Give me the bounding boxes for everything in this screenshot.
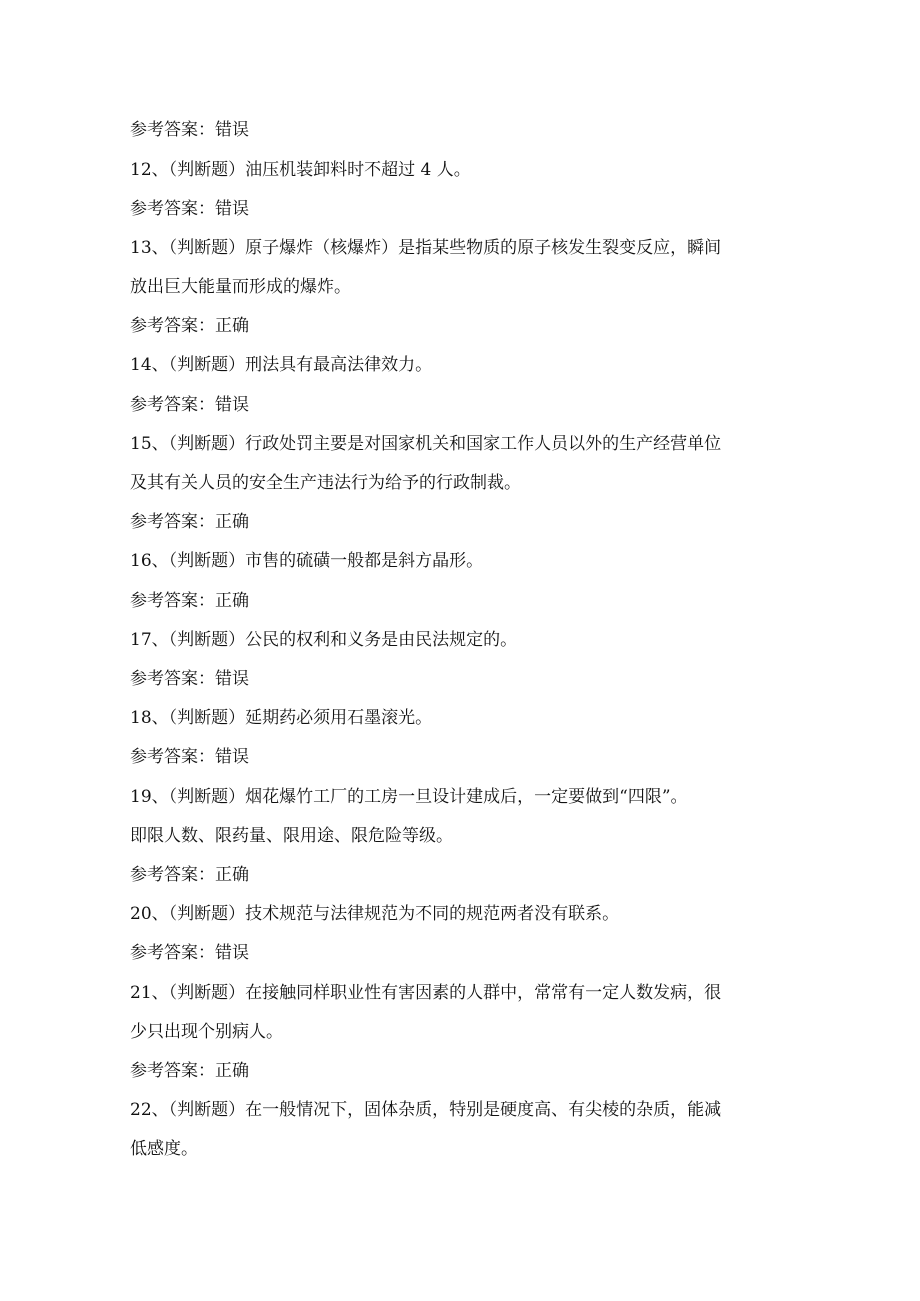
answer-line: 参考答案：错误 — [130, 943, 249, 963]
answer-line: 参考答案：错误 — [130, 669, 249, 689]
question-19: 19、（判断题）烟花爆竹工厂的工房一旦设计建成后，一定要做到“四限”。 — [130, 787, 688, 807]
question-20: 20、（判断题）技术规范与法律规范为不同的规范两者没有联系。 — [130, 904, 620, 924]
question-12: 12、（判断题）油压机装卸料时不超过 4 人。 — [130, 160, 471, 180]
answer-line: 参考答案：错误 — [130, 120, 249, 140]
answer-line: 参考答案：正确 — [130, 1061, 249, 1081]
answer-line: 参考答案：错误 — [130, 395, 249, 415]
answer-line: 参考答案：正确 — [130, 512, 249, 532]
question-17: 17、（判断题）公民的权利和义务是由民法规定的。 — [130, 630, 518, 650]
question-13-cont: 放出巨大能量而形成的爆炸。 — [130, 277, 351, 297]
answer-line: 参考答案：正确 — [130, 316, 249, 336]
question-18: 18、（判断题）延期药必须用石墨滚光。 — [130, 708, 433, 728]
answer-line: 参考答案：正确 — [130, 865, 249, 885]
question-21: 21、（判断题）在接触同样职业性有害因素的人群中，常常有一定人数发病，很 — [130, 983, 722, 1003]
question-21-cont: 少只出现个别病人。 — [130, 1022, 283, 1042]
question-22: 22、（判断题）在一般情况下，固体杂质，特别是硬度高、有尖棱的杂质，能减 — [130, 1100, 722, 1120]
answer-line: 参考答案：错误 — [130, 199, 249, 219]
question-14: 14、（判断题）刑法具有最高法律效力。 — [130, 355, 433, 375]
question-15: 15、（判断题）行政处罚主要是对国家机关和国家工作人员以外的生产经营单位 — [130, 434, 722, 454]
question-22-cont: 低感度。 — [130, 1139, 198, 1159]
answer-line: 参考答案：错误 — [130, 747, 249, 767]
question-13: 13、（判断题）原子爆炸（核爆炸）是指某些物质的原子核发生裂变反应，瞬间 — [130, 238, 722, 258]
question-19-cont: 即限人数、限药量、限用途、限危险等级。 — [130, 826, 453, 846]
answer-line: 参考答案：正确 — [130, 591, 249, 611]
question-15-cont: 及其有关人员的安全生产违法行为给予的行政制裁。 — [130, 473, 521, 493]
question-16: 16、（判断题）市售的硫磺一般都是斜方晶形。 — [130, 551, 484, 571]
